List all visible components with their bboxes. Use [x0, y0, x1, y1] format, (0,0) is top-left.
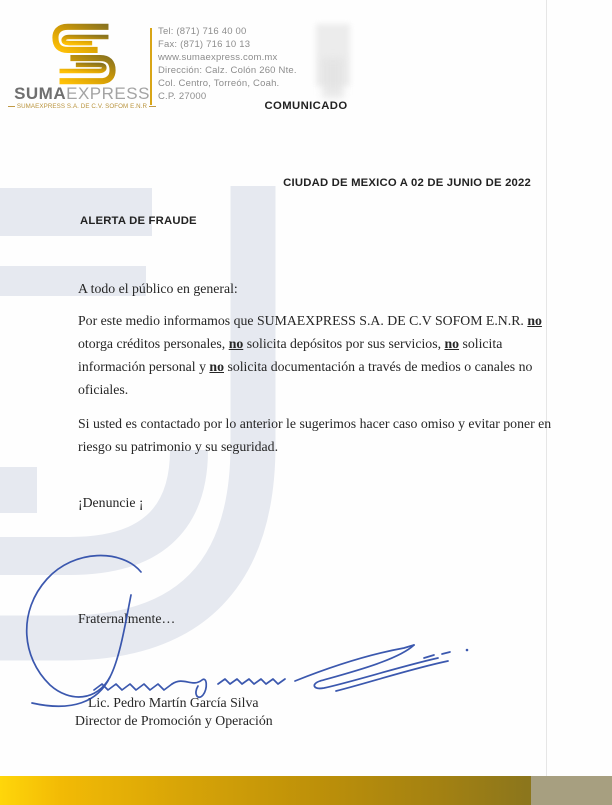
- signer-name: Lic. Pedro Martín García Silva: [88, 695, 259, 710]
- signer-title: Director de Promoción y Operación: [75, 713, 273, 728]
- dateline: CIUDAD DE MEXICO A 02 DE JUNIO DE 2022: [283, 177, 531, 189]
- closing-line: Fraternalmente…: [78, 611, 176, 626]
- wordmark-suma: SUMA: [14, 84, 67, 103]
- contact-website: www.sumaexpress.com.mx: [158, 51, 278, 63]
- body-paragraph-1: Por este medio informamos que SUMAEXPRESS S.A. DE C.V SOFOM E.N.R. no otorga créditos personales, no solicita depósitos por sus servicios, no solicita información personal y no solicita documentación a través de medios o canales no oficiales.: [78, 313, 542, 397]
- denounce-line: ¡Denuncie ¡: [78, 495, 144, 510]
- contact-fax: Fax: (871) 716 10 13: [158, 38, 251, 50]
- document-type-title: COMUNICADO: [264, 100, 348, 112]
- tagline-text: SUMAEXPRESS S.A. DE C.V. SOFOM E.N.R: [16, 103, 148, 110]
- contact-city: Col. Centro, Torreón, Coah.: [158, 77, 280, 89]
- contact-zip: C.P. 27000: [158, 90, 207, 102]
- contact-address: Dirección: Calz. Colón 260 Nte.: [158, 64, 297, 76]
- body-paragraph-2: Si usted es contactado por lo anterior le sugerimos hacer caso omiso y evitar poner en riesgo su patrimonio y su seguridad.: [78, 416, 552, 454]
- salutation: A todo el público en general:: [78, 281, 238, 296]
- fraud-alert-title: ALERTA DE FRAUDE: [80, 215, 197, 227]
- contact-phone: Tel: (871) 716 40 00: [158, 26, 247, 37]
- wordmark-express: EXPRESS: [66, 84, 150, 103]
